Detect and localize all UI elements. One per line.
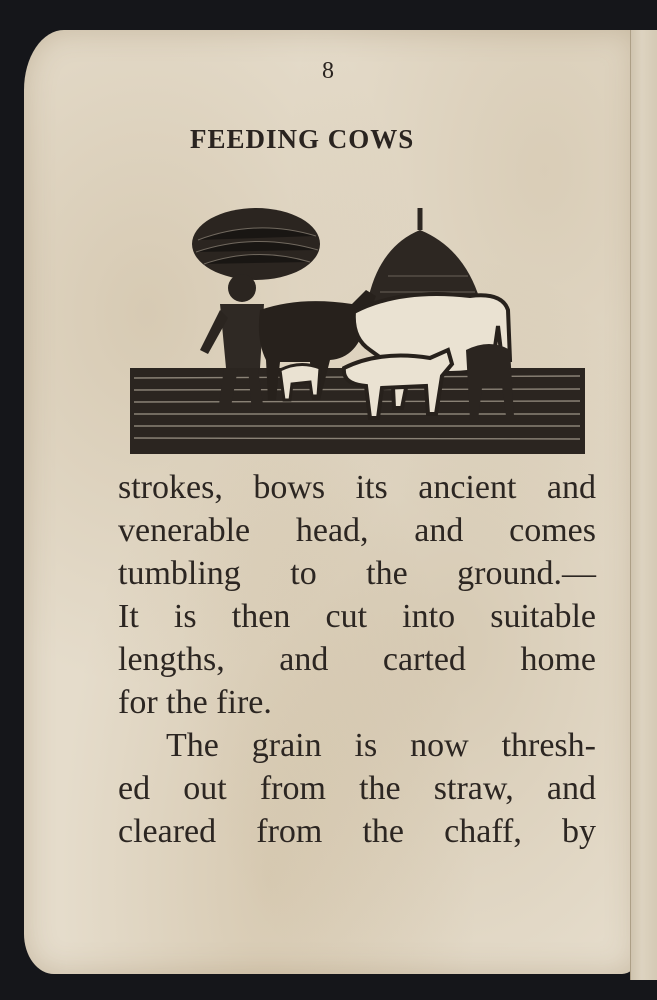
text-line: cleared from the chaff, by: [118, 813, 596, 850]
woodcut-illustration-icon: [130, 200, 590, 456]
page-number: 8: [322, 58, 335, 84]
text-line: for the fire.: [118, 684, 272, 721]
adjacent-page-edge: [630, 30, 657, 980]
body-text: [118, 466, 596, 853]
text-line: ed out from the straw, and: [118, 770, 596, 807]
text-line: tumbling to the ground.—: [118, 555, 596, 592]
page-heading: FEEDING COWS: [190, 124, 415, 154]
text-line: venerable head, and comes: [118, 512, 596, 549]
text-line: It is then cut into suitable: [118, 598, 596, 635]
text-line: lengths, and carted home: [118, 641, 596, 678]
text-line: strokes, bows its ancient and: [118, 469, 596, 506]
text-line: The grain is now thresh-: [166, 727, 596, 764]
